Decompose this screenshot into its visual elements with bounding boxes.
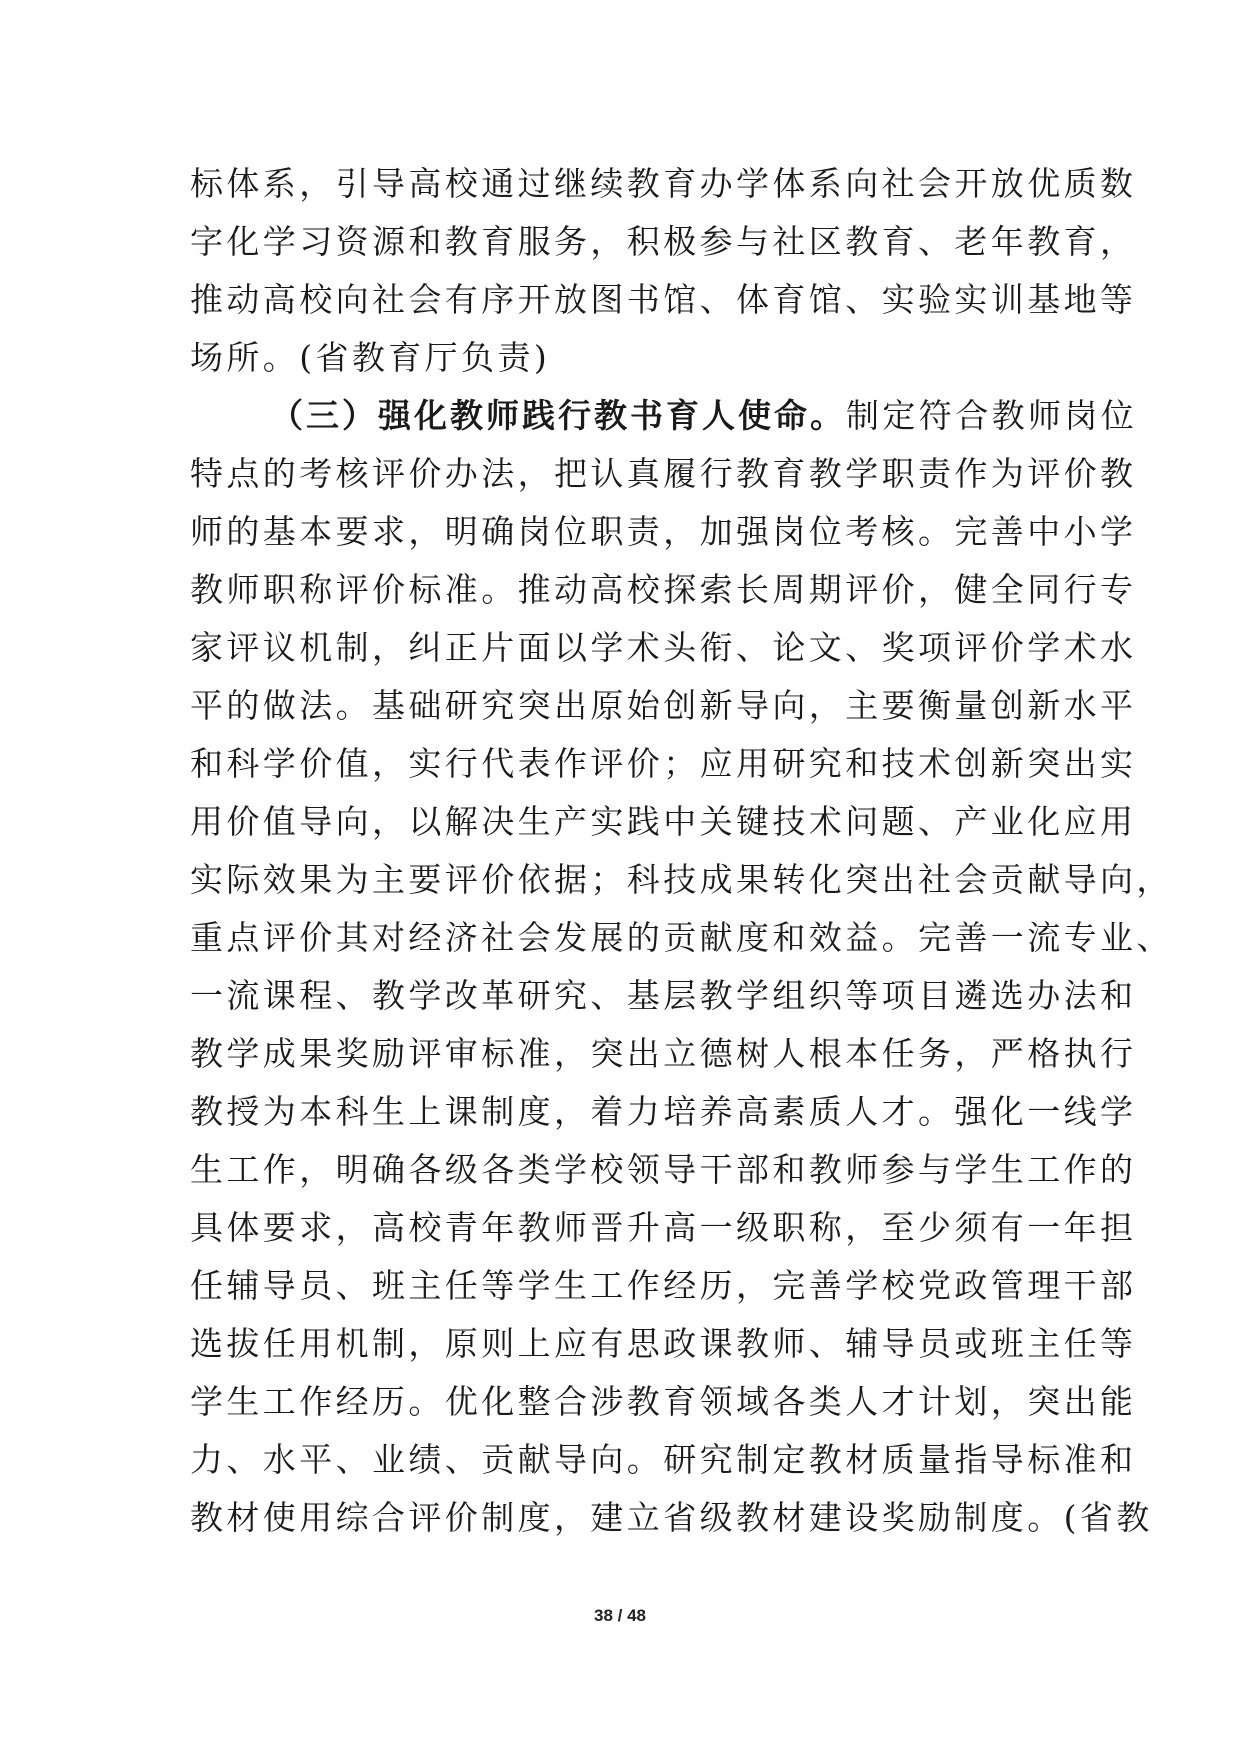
paragraph-line: 平的做法。基础研究突出原始创新导向，主要衡量创新水平 xyxy=(190,686,1137,725)
paragraph-line: 力、水平、业绩、贡献导向。研究制定教材质量指导标准和 xyxy=(190,1440,1137,1479)
section-heading-line xyxy=(190,387,1138,445)
page-number: 38 / 48 xyxy=(594,1606,646,1625)
paragraph-line: 选拔任用机制，原则上应有思政课教师、辅导员或班主任等 xyxy=(190,1324,1137,1363)
paragraph-line: 场所。(省教育厅负责) xyxy=(190,338,551,377)
paragraph-line: 特点的考核评价办法，把认真履行教育教学职责作为评价教 xyxy=(190,454,1137,493)
paragraph-line: 家评议机制，纠正片面以学术头衔、论文、奖项评价学术水 xyxy=(190,628,1137,667)
paragraph-line: 教授为本科生上课制度，着力培养高素质人才。强化一线学 xyxy=(190,1092,1137,1131)
paragraph-line: 师的基本要求，明确岗位职责，加强岗位考核。完善中小学 xyxy=(190,512,1137,551)
paragraph-line: 任辅导员、班主任等学生工作经历，完善学校党政管理干部 xyxy=(190,1266,1137,1305)
paragraph-line: 实际效果为主要评价依据；科技成果转化突出社会贡献导向， xyxy=(190,860,1173,899)
paragraph-line: 教师职称评价标准。推动高校探索长周期评价，健全同行专 xyxy=(190,570,1137,609)
paragraph-line: 推动高校向社会有序开放图书馆、体育馆、实验实训基地等 xyxy=(190,280,1137,319)
paragraph-line: 标体系，引导高校通过继续教育办学体系向社会开放优质数 xyxy=(190,164,1137,203)
paragraph-line: 和科学价值，实行代表作评价；应用研究和技术创新突出实 xyxy=(190,744,1137,783)
paragraph-line: 一流课程、教学改革研究、基层教学组织等项目遴选办法和 xyxy=(190,976,1137,1015)
section-heading: （三）强化教师践行教书育人使命。 xyxy=(270,396,846,435)
paragraph-line: 用价值导向，以解决生产实践中关键技术问题、产业化应用 xyxy=(190,802,1137,841)
section-heading-rest: 制定符合教师岗位 xyxy=(846,396,1138,435)
paragraph-line: 学生工作经历。优化整合涉教育领域各类人才计划，突出能 xyxy=(190,1382,1137,1421)
paragraph-line: 教材使用综合评价制度，建立省级教材建设奖励制度。(省教 xyxy=(190,1498,1153,1537)
paragraph-line: 重点评价其对经济社会发展的贡献度和效益。完善一流专业、 xyxy=(190,918,1173,957)
paragraph-line: 具体要求，高校青年教师晋升高一级职称，至少须有一年担 xyxy=(190,1208,1137,1247)
paragraph-line: 教学成果奖励评审标准，突出立德树人根本任务，严格执行 xyxy=(190,1034,1137,1073)
paragraph-line: 字化学习资源和教育服务，积极参与社区教育、老年教育， xyxy=(190,222,1137,261)
paragraph-line: 生工作，明确各级各类学校领导干部和教师参与学生工作的 xyxy=(190,1150,1137,1189)
body-text xyxy=(190,155,1173,1547)
